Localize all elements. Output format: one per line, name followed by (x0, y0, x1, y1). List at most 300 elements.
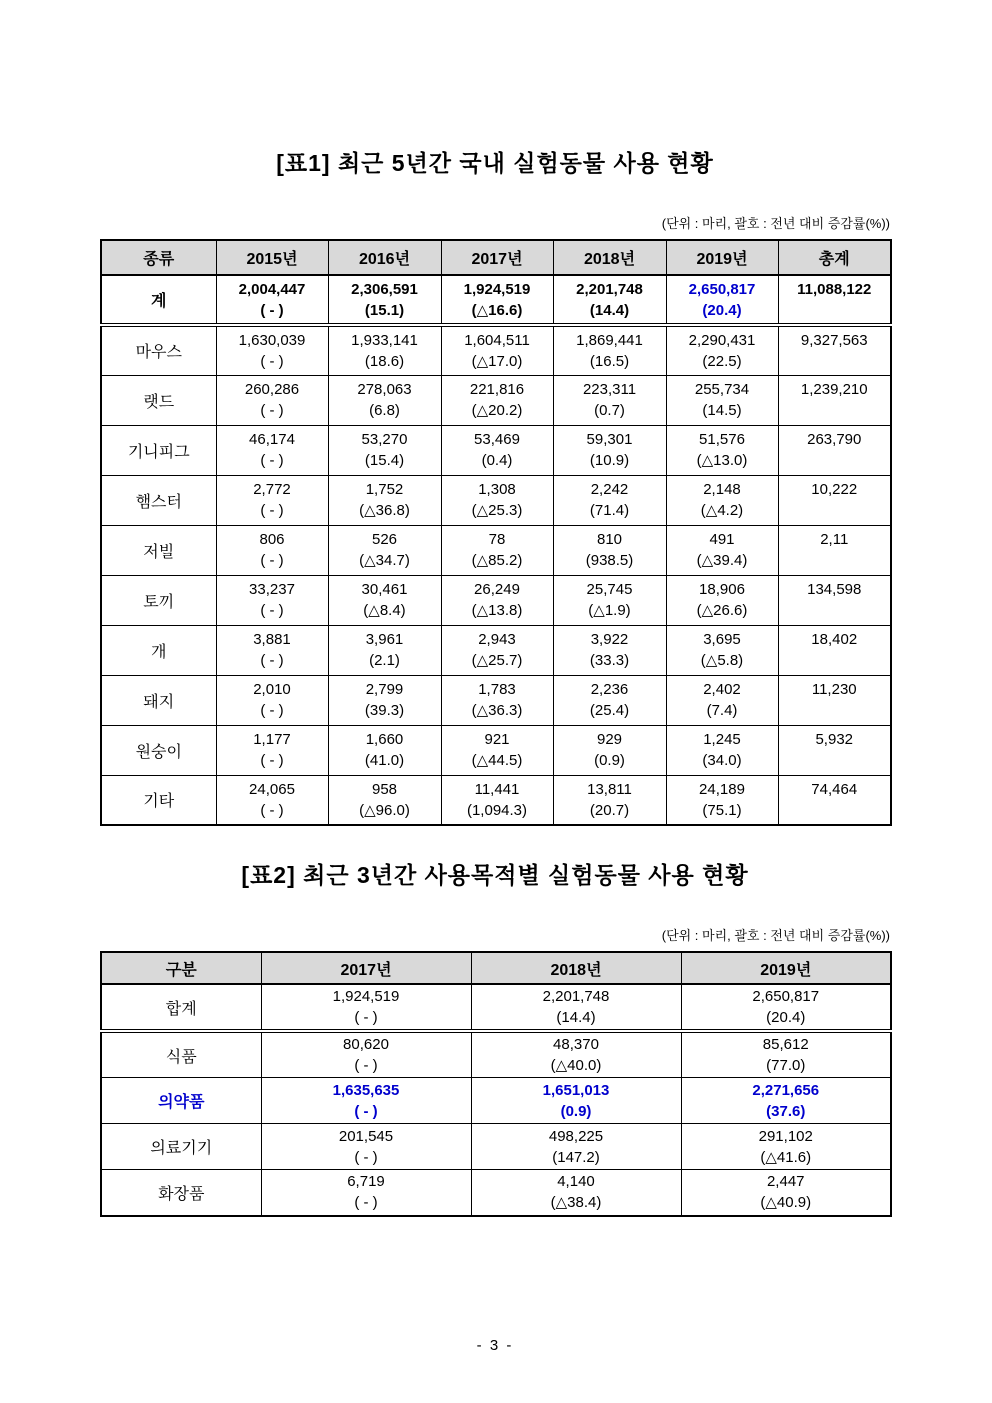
cell-2016 (328, 325, 441, 375)
cell-pct: (75.1) (702, 801, 742, 819)
table2-unit-note: (단위 : 마리, 괄호 : 전년 대비 증감률(%)) (661, 928, 890, 943)
table-row (101, 275, 891, 325)
cell-value: 134,598 (807, 581, 862, 598)
cell-2019 (681, 1078, 891, 1124)
cell-value: 2,201,748 (576, 280, 643, 298)
cell-2018 (553, 425, 666, 475)
cell-value: 18,906 (699, 581, 745, 598)
cell-pct: ( - ) (354, 1057, 378, 1074)
cell-value: 201,545 (338, 1127, 394, 1145)
cell-value: 48,370 (553, 1036, 599, 1053)
cell-value: 1,604,511 (464, 331, 530, 349)
cell-2016 (328, 425, 441, 475)
cell-pct: (77.0) (766, 1057, 806, 1074)
table1-animal-usage-5yr (100, 239, 892, 826)
cell-value: 53,270 (361, 431, 408, 448)
cell-2018 (553, 675, 666, 725)
cell-2019 (666, 425, 778, 475)
cell-pct (782, 550, 888, 571)
cell-pct: (14.4) (589, 301, 630, 319)
cell-pct: ( - ) (260, 452, 284, 469)
cell-pct: (△36.8) (359, 502, 410, 519)
row-label: 식품 (101, 1031, 261, 1078)
cell-pct: (△25.7) (471, 652, 523, 669)
cell-value: 85,612 (762, 1036, 809, 1053)
cell-2017 (261, 1124, 471, 1170)
cell-2016 (328, 475, 441, 525)
cell-pct: (20.7) (589, 801, 630, 819)
cell-pct: (20.4) (766, 1009, 806, 1026)
cell-total (778, 625, 891, 675)
cell-pct: (71.4) (589, 502, 630, 519)
table-row (101, 984, 891, 1031)
cell-2018 (553, 775, 666, 825)
table-row (101, 375, 891, 425)
cell-2015 (216, 675, 328, 725)
cell-value: 498,225 (548, 1127, 604, 1145)
cell-value: 2,148 (703, 481, 741, 498)
cell-pct (782, 750, 888, 771)
cell-pct: (△5.8) (700, 652, 744, 669)
table1-title: [표1] 최근 5년간 국내 실험동물 사용 현황 (276, 150, 714, 176)
cell-pct: (39.3) (364, 702, 405, 719)
cell-value: 78 (488, 531, 506, 548)
row-label: 기니피그 (101, 425, 216, 475)
cell-value: 80,620 (343, 1036, 389, 1053)
cell-2015 (216, 775, 328, 825)
cell-value: 6,719 (347, 1173, 385, 1191)
cell-pct: (△26.6) (696, 602, 748, 619)
cell-2015 (216, 575, 328, 625)
cell-2019 (681, 1124, 891, 1170)
cell-2018 (553, 625, 666, 675)
cell-pct: ( - ) (260, 552, 284, 569)
cell-pct: (△34.7) (359, 552, 410, 569)
cell-2017 (441, 525, 553, 575)
cell-2015 (216, 725, 328, 775)
cell-2017 (441, 475, 553, 525)
cell-value: 2,447 (766, 1173, 805, 1191)
cell-value: 1,933,141 (351, 331, 418, 349)
cell-2019 (681, 1031, 891, 1078)
cell-pct: ( - ) (354, 1102, 378, 1120)
row-label: 햄스터 (101, 475, 216, 525)
cell-pct: (0.9) (594, 752, 625, 769)
cell-value: 1,924,519 (463, 280, 531, 298)
table2-usage-by-purpose-3yr (100, 951, 892, 1217)
cell-total (778, 275, 891, 325)
table2-title: [표2] 최근 3년간 사용목적별 실험동물 사용 현황 (241, 862, 749, 888)
cell-total (778, 425, 891, 475)
table-row (101, 475, 891, 525)
cell-value: 1,752 (365, 481, 404, 498)
col-header-2017: 2017년 (441, 240, 553, 275)
cell-pct: (22.5) (702, 352, 742, 370)
cell-value: 2,236 (590, 681, 629, 698)
cell-pct: (△39.4) (696, 552, 748, 569)
cell-pct: (△85.2) (471, 552, 523, 569)
col-header-category: 구분 (101, 952, 261, 984)
cell-value: 59,301 (586, 431, 633, 448)
cell-pct: (18.6) (364, 352, 405, 370)
row-label: 합계 (101, 984, 261, 1031)
cell-value: 2,290,431 (688, 331, 756, 349)
row-label: 저빌 (101, 525, 216, 575)
cell-value: 74,464 (811, 780, 858, 798)
cell-2019 (666, 275, 778, 325)
cell-value: 2,943 (478, 631, 516, 648)
cell-value: 1,660 (365, 731, 404, 748)
cell-2018 (553, 375, 666, 425)
cell-value: 278,063 (357, 381, 412, 398)
row-label: 의약품 (101, 1078, 261, 1124)
cell-2018 (553, 525, 666, 575)
cell-2017 (441, 575, 553, 625)
row-label: 기타 (101, 775, 216, 825)
table1-body (101, 275, 891, 825)
cell-pct: (△40.0) (550, 1057, 602, 1074)
cell-2017 (441, 325, 553, 375)
cell-pct (782, 600, 888, 621)
cell-2017 (441, 775, 553, 825)
cell-total (778, 375, 891, 425)
cell-pct: (7.4) (706, 702, 738, 719)
cell-2015 (216, 475, 328, 525)
cell-2018 (471, 1031, 681, 1078)
cell-value: 1,245 (703, 731, 741, 748)
table-row (101, 1078, 891, 1124)
cell-pct: (33.3) (589, 652, 630, 669)
cell-value: 5,932 (815, 731, 854, 748)
row-label: 토끼 (101, 575, 216, 625)
cell-value: 255,734 (694, 381, 750, 398)
cell-total (778, 325, 891, 375)
cell-2018 (553, 275, 666, 325)
col-header-2016: 2016년 (328, 240, 441, 275)
cell-value: 26,249 (474, 581, 520, 598)
cell-2018 (553, 575, 666, 625)
cell-2018 (553, 725, 666, 775)
cell-pct: ( - ) (354, 1194, 378, 1212)
cell-value: 291,102 (758, 1127, 813, 1145)
cell-2016 (328, 625, 441, 675)
cell-2015 (216, 275, 328, 325)
cell-value: 1,924,519 (332, 988, 400, 1005)
cell-pct: (147.2) (552, 1148, 600, 1166)
table-row (101, 775, 891, 825)
table2-body (101, 984, 891, 1216)
cell-value: 2,772 (253, 481, 291, 498)
cell-pct: (△40.9) (760, 1194, 812, 1212)
cell-pct: (37.6) (766, 1102, 806, 1120)
cell-2018 (553, 325, 666, 375)
cell-2016 (328, 375, 441, 425)
cell-2017 (441, 725, 553, 775)
page-content (100, 0, 890, 1354)
cell-pct: (14.5) (702, 402, 742, 419)
page-number: - 3 - (476, 1336, 514, 1354)
col-header-2018: 2018년 (553, 240, 666, 275)
cell-value: 9,327,563 (800, 331, 868, 349)
cell-2017 (261, 1031, 471, 1078)
cell-pct (782, 700, 888, 721)
cell-2015 (216, 625, 328, 675)
cell-2019 (666, 525, 778, 575)
cell-value: 958 (371, 780, 398, 798)
cell-value: 53,469 (474, 431, 520, 448)
col-header-2018: 2018년 (471, 952, 681, 984)
cell-total (778, 475, 891, 525)
cell-total (778, 525, 891, 575)
cell-2017 (261, 984, 471, 1031)
cell-value: 263,790 (807, 431, 862, 448)
cell-value: 1,239,210 (800, 381, 868, 398)
cell-pct: (0.4) (481, 452, 513, 469)
cell-2019 (681, 1170, 891, 1216)
cell-value: 51,576 (699, 431, 745, 448)
cell-value: 1,651,013 (542, 1081, 610, 1099)
cell-value: 3,922 (590, 631, 629, 648)
cell-value: 921 (484, 731, 510, 748)
cell-value: 223,311 (582, 381, 637, 398)
cell-2019 (666, 675, 778, 725)
cell-value: 1,869,441 (576, 331, 643, 349)
cell-pct: (△13.0) (696, 452, 748, 469)
cell-total (778, 575, 891, 625)
cell-value: 24,189 (699, 780, 745, 798)
table-row (101, 725, 891, 775)
cell-pct: (△17.0) (471, 352, 523, 370)
cell-pct: (938.5) (585, 552, 634, 569)
cell-pct: (△4.2) (700, 502, 744, 519)
row-label: 화장품 (101, 1170, 261, 1216)
cell-value: 1,635,635 (332, 1081, 400, 1099)
table-row (101, 1124, 891, 1170)
cell-2016 (328, 525, 441, 575)
cell-value: 4,140 (557, 1173, 595, 1191)
cell-value: 25,745 (586, 581, 633, 598)
cell-2017 (441, 675, 553, 725)
cell-2015 (216, 375, 328, 425)
cell-pct: ( - ) (260, 652, 284, 669)
cell-2019 (666, 575, 778, 625)
cell-value: 3,695 (703, 631, 741, 648)
cell-pct: ( - ) (260, 752, 284, 769)
cell-value: 2,11 (820, 531, 849, 548)
cell-pct (782, 300, 888, 321)
row-label: 개 (101, 625, 216, 675)
cell-value: 1,630,039 (238, 331, 306, 349)
cell-pct: (0.7) (594, 402, 625, 419)
cell-value: 1,783 (478, 681, 516, 698)
cell-value: 18,402 (811, 631, 858, 648)
cell-pct: (10.9) (589, 452, 630, 469)
cell-pct (782, 450, 888, 471)
cell-2017 (441, 375, 553, 425)
cell-pct: (2.1) (369, 652, 400, 669)
cell-2017 (441, 425, 553, 475)
cell-2018 (471, 1124, 681, 1170)
cell-pct: (20.4) (702, 301, 742, 319)
cell-value: 11,088,122 (797, 280, 872, 298)
cell-value: 10,222 (811, 481, 858, 498)
cell-pct: (△13.8) (471, 602, 523, 619)
cell-2019 (666, 725, 778, 775)
cell-2019 (681, 984, 891, 1031)
cell-2016 (328, 275, 441, 325)
cell-2019 (666, 625, 778, 675)
table-row (101, 625, 891, 675)
col-header-species: 종류 (101, 240, 216, 275)
cell-pct: (41.0) (364, 752, 405, 769)
cell-value: 260,286 (244, 381, 300, 398)
row-label: 돼지 (101, 675, 216, 725)
cell-2018 (471, 1078, 681, 1124)
row-label: 의료기기 (101, 1124, 261, 1170)
cell-value: 46,174 (249, 431, 295, 448)
cell-2019 (666, 475, 778, 525)
cell-2017 (261, 1078, 471, 1124)
col-header-2015: 2015년 (216, 240, 328, 275)
cell-value: 2,010 (253, 681, 291, 698)
col-header-2017: 2017년 (261, 952, 471, 984)
cell-total (778, 725, 891, 775)
cell-value: 3,881 (253, 631, 291, 648)
col-header-2019: 2019년 (681, 952, 891, 984)
cell-pct: ( - ) (260, 801, 284, 819)
table-row (101, 325, 891, 375)
table2-header (101, 952, 891, 984)
cell-value: 2,201,748 (542, 988, 610, 1005)
cell-2016 (328, 775, 441, 825)
cell-pct: ( - ) (260, 502, 284, 519)
cell-value: 2,004,447 (238, 280, 306, 298)
cell-value: 13,811 (587, 780, 632, 798)
cell-pct (782, 351, 888, 372)
cell-value: 11,441 (474, 780, 520, 798)
cell-2015 (216, 425, 328, 475)
cell-value: 1,308 (478, 481, 516, 498)
cell-pct (782, 650, 888, 671)
table2-header-row (101, 952, 891, 984)
cell-2017 (261, 1170, 471, 1216)
cell-value: 2,271,656 (752, 1081, 820, 1099)
cell-2015 (216, 525, 328, 575)
table-row (101, 1031, 891, 1078)
cell-pct: (△44.5) (471, 752, 523, 769)
cell-pct: (16.5) (589, 352, 630, 370)
cell-pct (782, 500, 888, 521)
cell-2019 (666, 325, 778, 375)
cell-pct: (△38.4) (550, 1194, 602, 1212)
cell-2019 (666, 375, 778, 425)
cell-2019 (666, 775, 778, 825)
cell-value: 810 (596, 531, 623, 548)
table-row (101, 575, 891, 625)
cell-2017 (441, 275, 553, 325)
cell-pct: (14.4) (556, 1009, 596, 1026)
col-header-2019: 2019년 (666, 240, 778, 275)
cell-pct: ( - ) (354, 1009, 378, 1026)
cell-pct: ( - ) (260, 602, 284, 619)
row-label: 원숭이 (101, 725, 216, 775)
cell-pct: (△96.0) (359, 801, 410, 819)
cell-2015 (216, 325, 328, 375)
cell-2016 (328, 575, 441, 625)
cell-2016 (328, 675, 441, 725)
row-label: 마우스 (101, 325, 216, 375)
table1-unit-note: (단위 : 마리, 괄호 : 전년 대비 증감률(%)) (661, 216, 890, 231)
cell-2017 (441, 625, 553, 675)
cell-2018 (553, 475, 666, 525)
cell-value: 491 (709, 531, 735, 548)
cell-pct: (25.4) (589, 702, 630, 719)
table-row (101, 425, 891, 475)
cell-2018 (471, 984, 681, 1031)
cell-pct: (△16.6) (471, 301, 523, 319)
cell-value: 2,402 (703, 681, 741, 698)
table-row (101, 675, 891, 725)
table-row (101, 1170, 891, 1216)
cell-pct (782, 800, 888, 821)
cell-value: 221,816 (469, 381, 525, 398)
cell-2016 (328, 725, 441, 775)
cell-pct: (6.8) (369, 402, 400, 419)
cell-value: 929 (596, 731, 623, 748)
cell-value: 11,230 (811, 681, 857, 698)
cell-value: 24,065 (249, 780, 295, 798)
cell-value: 2,799 (365, 681, 404, 698)
cell-pct: (△25.3) (471, 502, 523, 519)
cell-pct: (△41.6) (760, 1148, 812, 1166)
col-header-total: 총계 (778, 240, 891, 275)
cell-pct: (34.0) (702, 752, 742, 769)
table-row (101, 525, 891, 575)
cell-value: 1,177 (253, 731, 291, 748)
cell-pct: ( - ) (260, 702, 284, 719)
cell-total (778, 775, 891, 825)
cell-2018 (471, 1170, 681, 1216)
cell-total (778, 675, 891, 725)
cell-value: 2,650,817 (688, 280, 756, 298)
cell-pct: ( - ) (260, 402, 284, 419)
cell-value: 33,237 (249, 581, 295, 598)
cell-pct (782, 400, 888, 421)
cell-value: 30,461 (361, 581, 408, 598)
cell-pct: (△1.9) (588, 602, 631, 619)
cell-pct: (15.4) (364, 452, 405, 469)
row-label: 랫드 (101, 375, 216, 425)
cell-pct: (1,094.3) (466, 801, 528, 819)
cell-value: 806 (259, 531, 285, 548)
cell-value: 526 (371, 531, 398, 548)
cell-pct: (0.9) (560, 1102, 592, 1120)
cell-pct: (△20.2) (471, 402, 523, 419)
cell-pct: ( - ) (260, 301, 284, 319)
cell-pct: (△8.4) (363, 602, 406, 619)
cell-value: 3,961 (365, 631, 404, 648)
table1-header (101, 240, 891, 275)
cell-pct: (△36.3) (471, 702, 523, 719)
cell-pct: ( - ) (260, 352, 284, 370)
table1-header-row (101, 240, 891, 275)
cell-value: 2,242 (590, 481, 629, 498)
cell-value: 2,650,817 (752, 988, 820, 1005)
cell-pct: ( - ) (354, 1148, 378, 1166)
cell-value: 2,306,591 (351, 280, 418, 298)
cell-pct: (15.1) (364, 301, 405, 319)
row-label: 계 (101, 275, 216, 325)
